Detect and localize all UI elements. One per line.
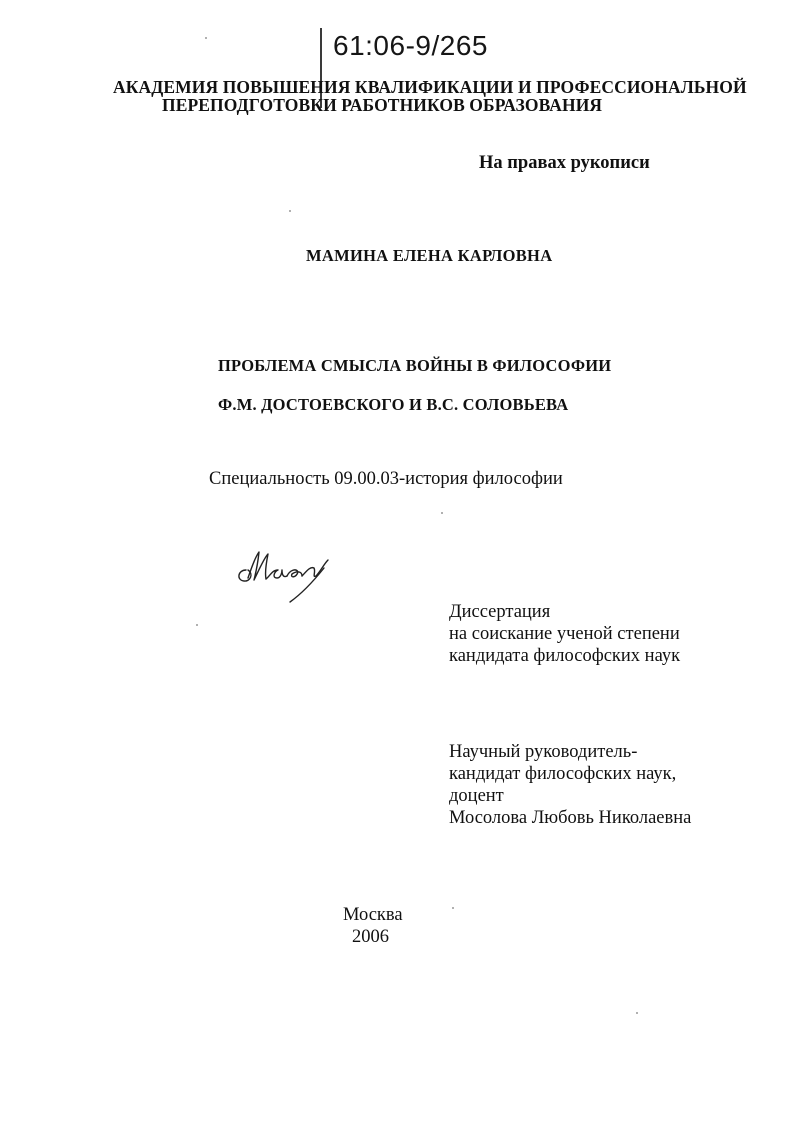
dissertation-degree: кандидата философских наук	[449, 646, 681, 666]
publication-year: 2006	[352, 927, 389, 947]
dissertation-degree-purpose: на соискание ученой степени	[449, 624, 680, 644]
scan-speck	[636, 1012, 638, 1014]
dissertation-title-line-2: Ф.М. ДОСТОЕВСКОГО И В.С. СОЛОВЬЕВА	[218, 395, 569, 414]
scan-speck	[452, 907, 454, 909]
organization-line-1: АКАДЕМИЯ ПОВЫШЕНИЯ КВАЛИФИКАЦИИ И ПРОФЕССИОНАЛЬНОЙ	[113, 77, 747, 97]
dissertation-title-line-1: ПРОБЛЕМА СМЫСЛА ВОЙНЫ В ФИЛОСОФИИ	[218, 356, 612, 375]
advisor-rank: доцент	[449, 786, 504, 806]
scan-speck	[205, 37, 207, 39]
author-name: МАМИНА ЕЛЕНА КАРЛОВНА	[306, 246, 553, 265]
handwritten-signature	[232, 548, 342, 608]
advisor-role: Научный руководитель-	[449, 742, 638, 762]
manuscript-rights-note: На правах рукописи	[479, 153, 650, 173]
scan-speck	[441, 512, 443, 514]
advisor-name: Мосолова Любовь Николаевна	[449, 808, 692, 828]
scan-speck	[289, 210, 291, 212]
organization-line-2: ПЕРЕПОДГОТОВКИ РАБОТНИКОВ ОБРАЗОВАНИЯ	[162, 95, 603, 115]
dissertation-label: Диссертация	[449, 602, 551, 622]
specialty-line: Специальность 09.00.03-история философии	[209, 469, 563, 489]
archive-code: 61:06-9/265	[333, 30, 488, 61]
scan-speck	[196, 624, 198, 626]
publication-city: Москва	[343, 905, 403, 925]
advisor-degree: кандидат философских наук,	[449, 764, 677, 784]
